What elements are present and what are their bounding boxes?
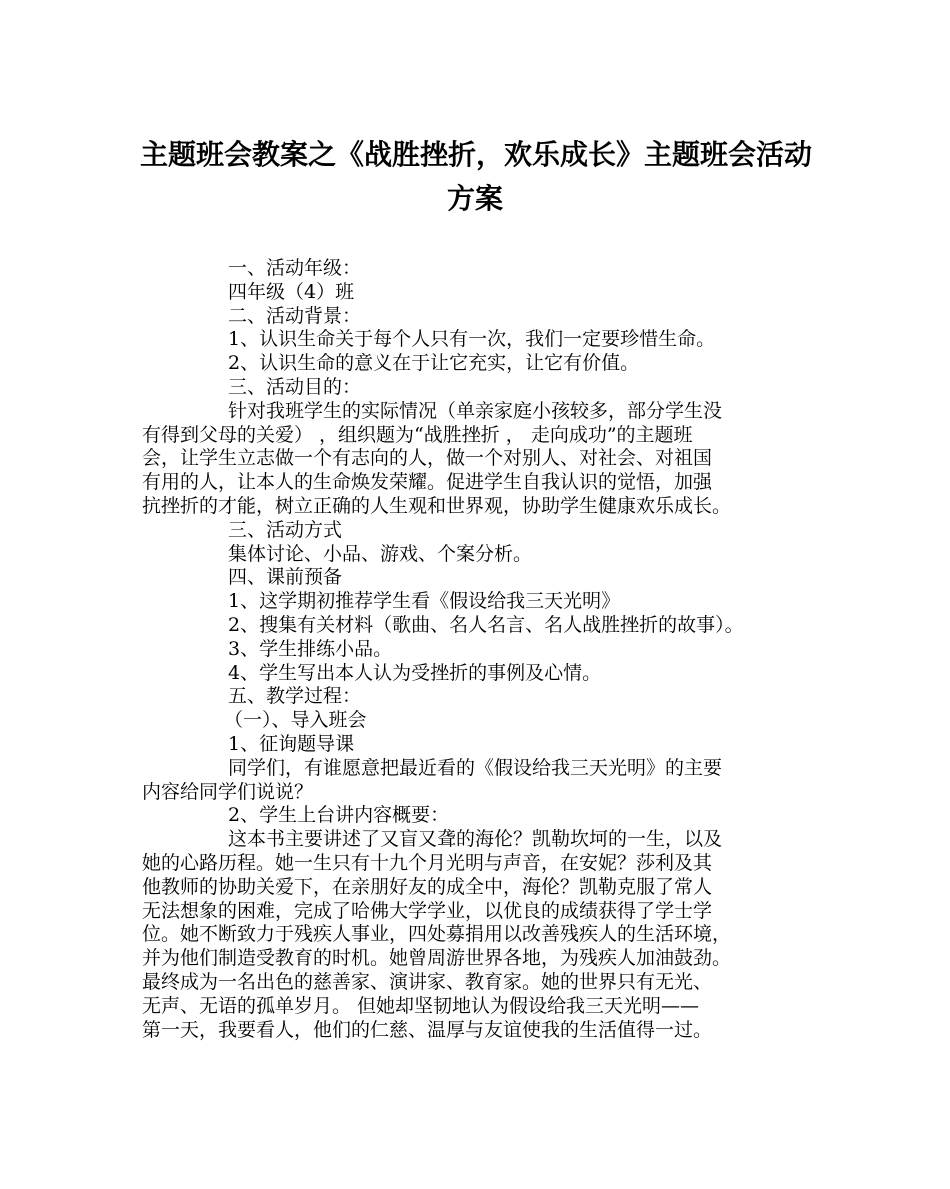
paragraph-line: 同学们，有谁愿意把最近看的《假设给我三天光明》的主要	[228, 756, 723, 779]
paragraph-line: 位。她不断致力于残疾人事业，四处募捐用以改善残疾人的生活环境，	[142, 923, 732, 946]
list-item: 2、搜集有关材料（歌曲、名人名言、名人战胜挫折的故事）。	[228, 613, 744, 636]
paragraph-line: 内容给同学们说说？	[142, 780, 314, 803]
paragraph-line: 并为他们制造受教育的时机。她曾周游世界各地，为残疾人加油鼓劲。	[142, 947, 732, 970]
title-line-2: 方案	[446, 182, 503, 215]
section-heading: 三、活动方式	[228, 518, 343, 541]
paragraph-line: 他教师的协助关爱下，在亲朋好友的成全中，海伦？凯勒克服了常人	[142, 875, 713, 898]
list-item: 3、学生排练小品。	[228, 637, 393, 660]
paragraph-line: 会，让学生立志做一个有志向的人，做一个对别人、对社会、对祖国	[142, 447, 713, 470]
section-heading: 一、活动年级：	[228, 257, 362, 279]
paragraph-line: 抗挫折的才能，树立正确的人生观和世界观，协助学生健康欢乐成长。	[142, 494, 732, 517]
list-item: 1、这学期初推荐学生看《假设给我三天光明》	[228, 590, 621, 613]
paragraph-line: 针对我班学生的实际情况（单亲家庭小孩较多，部分学生没	[228, 399, 723, 422]
paragraph-line: 她的心路历程。她一生只有十九个月光明与声音，在安妮？莎利及其	[142, 851, 713, 874]
list-item: 1、征询题导课	[228, 732, 355, 755]
paragraph-line: 集体讨论、小品、游戏、个案分析。	[228, 542, 533, 565]
subsection-heading: （一）、导入班会	[224, 709, 367, 732]
section-heading: 五、教学过程：	[228, 685, 362, 708]
paragraph-line: 这本书主要讲述了又盲又聋的海伦？凯勒坎坷的一生，以及	[228, 828, 723, 851]
paragraph-line: 有得到父母的关爱） ，组织题为“战胜挫折 ， 走向成功”的主题班	[142, 423, 693, 446]
section-heading: 三、活动目的：	[228, 375, 362, 398]
paragraph-line: 无法想象的困难，完成了哈佛大学学业，以优良的成绩获得了学士学	[142, 899, 713, 922]
list-item: 2、认识生命的意义在于让它充实，让它有价值。	[228, 352, 640, 375]
section-heading: 二、活动背景：	[228, 304, 362, 327]
paragraph-line: 四年级（4）班	[228, 280, 355, 303]
paragraph-line: 有用的人，让本人的生命焕发荣耀。促进学生自我认识的觉悟，加强	[142, 471, 713, 494]
list-item: 4、学生写出本人认为受挫折的事例及心情。	[228, 661, 602, 684]
title-line-1: 主题班会教案之《战胜挫折，欢乐成长》主题班会活动	[140, 138, 813, 171]
paragraph-line: 无声、无语的孤单岁月。 但她却坚韧地认为假设给我三天光明——	[142, 994, 700, 1017]
paragraph-line: 第一天，我要看人，他们的仁慈、温厚与友谊使我的生活值得一过。	[142, 1018, 713, 1041]
document-title	[140, 133, 813, 221]
document-body	[142, 257, 832, 1042]
paragraph-line: 最终成为一名出色的慈善家、演讲家、教育家。她的世界只有无光、	[142, 970, 713, 993]
list-item: 1、认识生命关于每个人只有一次，我们一定要珍惜生命。	[228, 328, 716, 351]
section-heading: 四、课前预备	[228, 566, 343, 589]
list-item: 2、学生上台讲内容概要：	[228, 804, 450, 827]
